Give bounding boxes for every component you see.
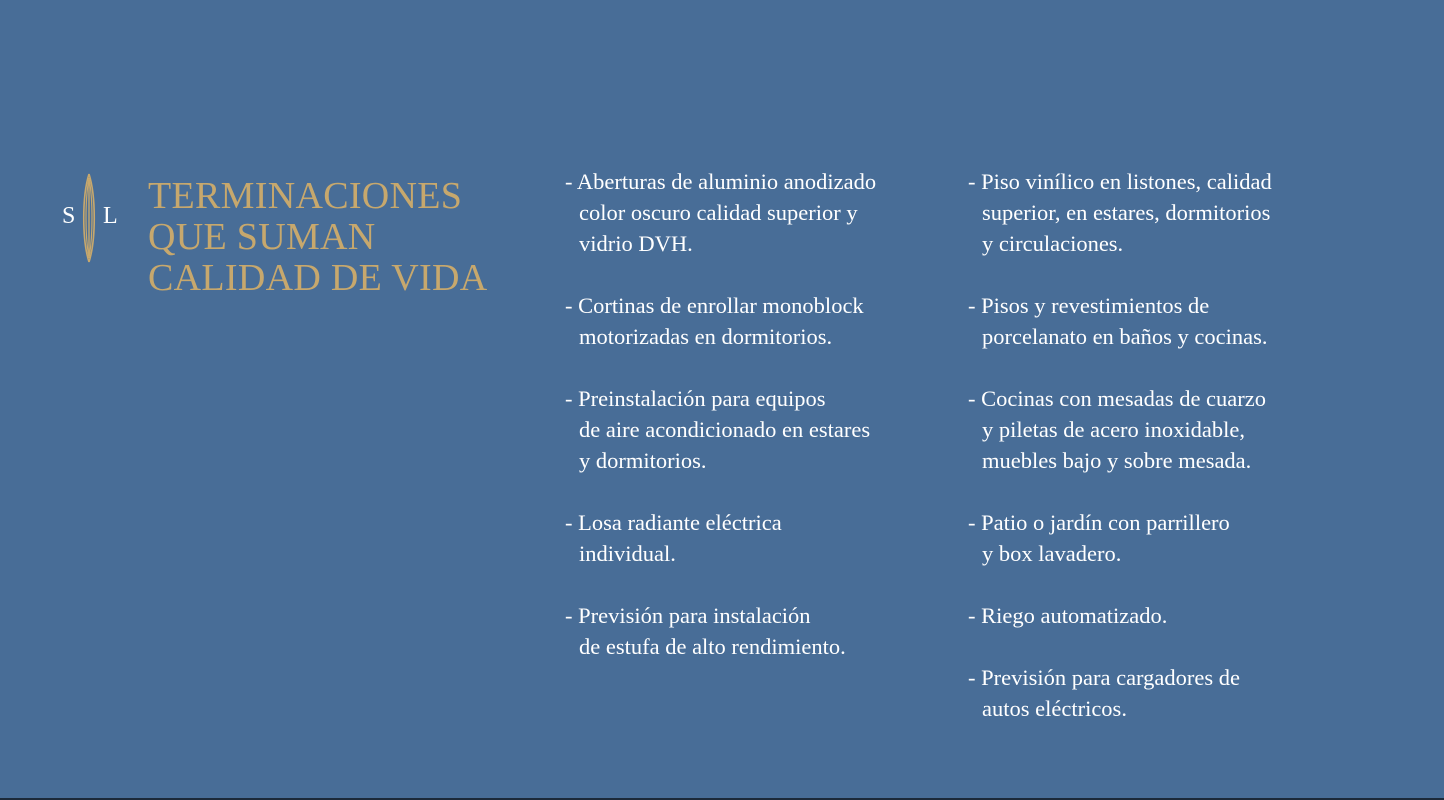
feature-line: autos eléctricos. [982, 696, 1127, 721]
feature-line: color oscuro calidad superior y [579, 200, 858, 225]
feature-line: vidrio DVH. [579, 231, 693, 256]
logo-letter-s: S [62, 203, 76, 229]
feature-line: - Losa radiante eléctrica [565, 510, 782, 535]
feature-item [565, 383, 876, 476]
title-line: TERMINACIONES [148, 175, 463, 217]
page-title [148, 176, 487, 299]
feature-item [968, 507, 1272, 569]
feature-line: - Patio o jardín con parrillero [968, 510, 1230, 535]
feature-item [565, 600, 876, 662]
feature-line: - Previsión para instalación [565, 603, 811, 628]
feature-item [968, 290, 1272, 352]
feature-item [565, 507, 876, 569]
feature-item [565, 290, 876, 352]
feature-item [968, 600, 1272, 631]
feature-line: y box lavadero. [982, 541, 1122, 566]
feature-line: motorizadas en dormitorios. [579, 324, 833, 349]
feature-item [968, 166, 1272, 259]
feature-line: - Riego automatizado. [968, 603, 1168, 628]
features-list-right [968, 166, 1272, 755]
feature-line: porcelanato en baños y cocinas. [982, 324, 1268, 349]
feature-line: - Aberturas de aluminio anodizado [565, 169, 877, 194]
feature-line: - Cortinas de enrollar monoblock [565, 293, 864, 318]
feature-line: superior, en estares, dormitorios [982, 200, 1271, 225]
feature-line: de estufa de alto rendimiento. [579, 634, 846, 659]
feature-item [968, 383, 1272, 476]
feature-line: - Piso vinílico en listones, calidad [968, 169, 1272, 194]
feature-line: y dormitorios. [579, 448, 707, 473]
feature-line: - Previsión para cargadores de [968, 665, 1240, 690]
feature-line: - Pisos y revestimientos de [968, 293, 1210, 318]
title-line: CALIDAD DE VIDA [148, 257, 488, 299]
feature-item [565, 166, 876, 259]
feature-line: y piletas de acero inoxidable, [982, 417, 1246, 442]
feature-item [968, 662, 1272, 724]
features-list-left [565, 166, 876, 693]
feature-line: - Cocinas con mesadas de cuarzo [968, 386, 1267, 411]
feature-line: y circulaciones. [982, 231, 1124, 256]
feature-line: individual. [579, 541, 676, 566]
feature-line: muebles bajo y sobre mesada. [982, 448, 1252, 473]
title-line: QUE SUMAN [148, 216, 376, 258]
feature-line: de aire acondicionado en estares [579, 417, 871, 442]
feature-line: - Preinstalación para equipos [565, 386, 826, 411]
brand-logo [58, 172, 120, 264]
logo-letter-l: L [103, 203, 118, 229]
